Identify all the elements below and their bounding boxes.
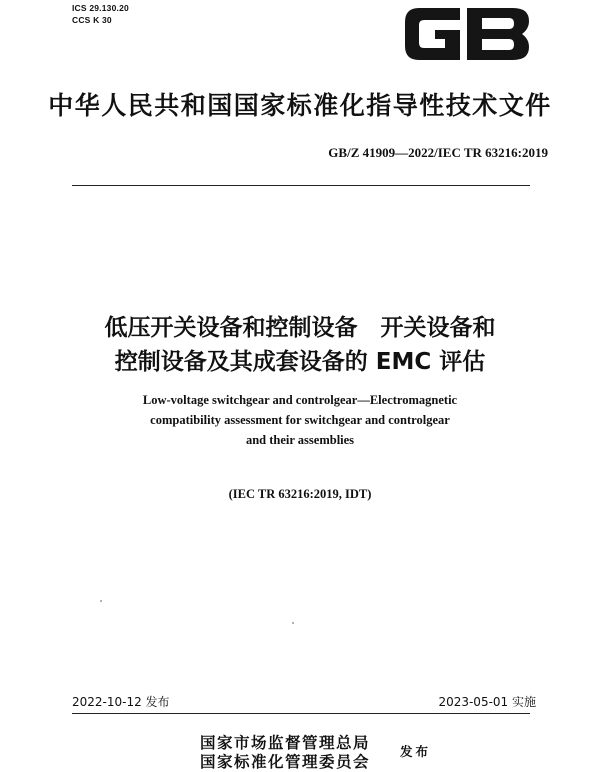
top-divider — [72, 185, 530, 186]
issue-date: 2022-10-12 发布 — [72, 695, 170, 709]
publish-label: 发布 — [400, 744, 432, 759]
title-english-line-2: compatibility assessment for switchgear and controlgear — [150, 413, 450, 427]
classification-codes — [72, 2, 129, 26]
title-english-line-1: Low-voltage switchgear and controlgear—Electromagnetic — [142, 393, 458, 407]
ics-code: ICS 29.130.20 — [72, 3, 129, 13]
ccs-code: CCS K 30 — [72, 15, 112, 25]
document-type-heading: 中华人民共和国国家标准化指导性技术文件 — [48, 91, 552, 120]
scan-speck — [292, 622, 294, 624]
gb-logo-letter-g — [405, 8, 460, 60]
issuer-samr: 国家市场监督管理总局 — [200, 733, 371, 752]
bottom-divider — [72, 713, 530, 714]
gb-logo-letter-b — [467, 8, 529, 60]
implementation-date: 2023-05-01 实施 — [438, 695, 536, 709]
title-chinese-line-2: 控制设备及其成套设备的 EMC 评估 — [114, 349, 486, 375]
title-chinese-line-1: 低压开关设备和控制设备 开关设备和 — [104, 315, 496, 341]
standard-number: GB/Z 41909—2022/IEC TR 63216:2019 — [328, 145, 548, 160]
equivalence-statement: (IEC TR 63216:2019, IDT) — [228, 487, 372, 501]
title-english-line-3: and their assemblies — [245, 433, 355, 447]
issuer-sac: 国家标准化管理委员会 — [200, 752, 371, 771]
scan-speck — [100, 600, 102, 602]
gb-logo — [405, 8, 529, 60]
